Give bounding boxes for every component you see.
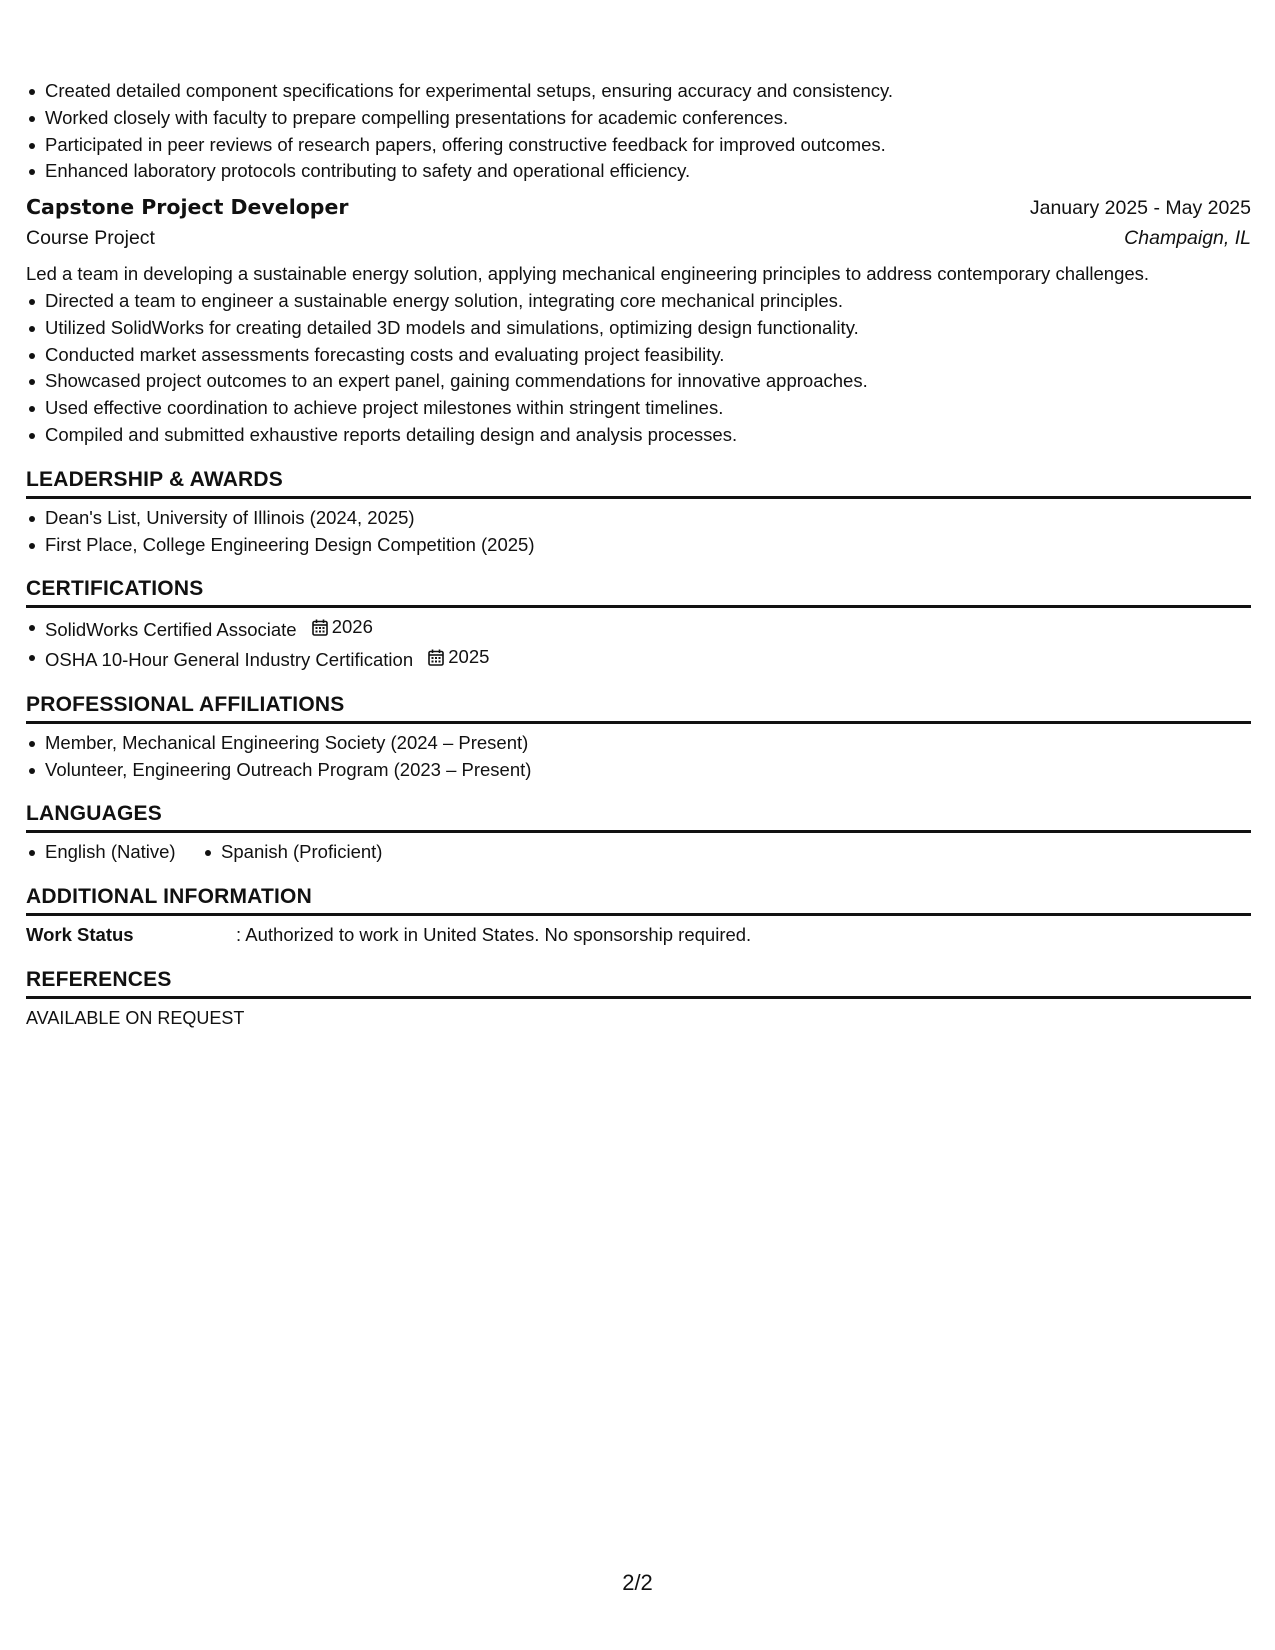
references-section bbox=[26, 965, 1251, 1031]
certification-date bbox=[312, 614, 373, 641]
language-item: English (Native) bbox=[26, 839, 176, 866]
list-item: Utilized SolidWorks for creating detailed 3D models and simulations, optimizing design functionality. bbox=[26, 315, 1251, 342]
section-heading: LANGUAGES bbox=[26, 799, 1251, 833]
list-item: First Place, College Engineering Design Competition (2025) bbox=[26, 532, 1251, 559]
references-text: AVAILABLE ON REQUEST bbox=[26, 1007, 245, 1028]
capstone-bullets bbox=[26, 288, 1251, 449]
leadership-section bbox=[26, 465, 1251, 559]
page-number: 2/2 bbox=[622, 1570, 653, 1595]
section-heading: PROFESSIONAL AFFILIATIONS bbox=[26, 690, 1251, 724]
job-organization: Course Project bbox=[26, 227, 155, 250]
list-item: Volunteer, Engineering Outreach Program (2023 – Present) bbox=[26, 757, 1251, 784]
list-item bbox=[26, 614, 1251, 644]
list-item: Worked closely with faculty to prepare compelling presentations for academic conferences. bbox=[26, 105, 1251, 132]
list-item: Compiled and submitted exhaustive reports detailing design and analysis processes. bbox=[26, 422, 1251, 449]
list-item: Enhanced laboratory protocols contributing to safety and operational efficiency. bbox=[26, 158, 1251, 185]
list-item: Used effective coordination to achieve project milestones within stringent timelines. bbox=[26, 395, 1251, 422]
section-heading: ADDITIONAL INFORMATION bbox=[26, 882, 1251, 916]
additional-info-section bbox=[26, 882, 1251, 949]
certification-name: SolidWorks Certified Associate bbox=[45, 619, 297, 641]
certification-year: 2025 bbox=[448, 646, 490, 668]
list-item: Created detailed component specifications for experimental setups, ensuring accuracy and consistency. bbox=[26, 78, 1251, 105]
list-item bbox=[26, 644, 1251, 674]
certification-date bbox=[428, 644, 489, 671]
section-heading: REFERENCES bbox=[26, 965, 1251, 999]
work-status-row bbox=[26, 922, 1251, 949]
list-item: Participated in peer reviews of research papers, offering constructive feedback for improved outcomes. bbox=[26, 132, 1251, 159]
section-heading: LEADERSHIP & AWARDS bbox=[26, 465, 1251, 499]
list-item: Member, Mechanical Engineering Society (2024 – Present) bbox=[26, 730, 1251, 757]
calendar-icon bbox=[312, 619, 328, 636]
section-heading: CERTIFICATIONS bbox=[26, 574, 1251, 608]
job-title: Capstone Project Developer bbox=[26, 195, 349, 220]
job-dates: January 2025 - May 2025 bbox=[1029, 197, 1251, 220]
work-status-value: : Authorized to work in United States. No sponsorship required. bbox=[236, 924, 752, 946]
list-item: Showcased project outcomes to an expert panel, gaining commendations for innovative approaches. bbox=[26, 368, 1251, 395]
calendar-icon bbox=[428, 649, 444, 666]
language-item: Spanish (Proficient) bbox=[202, 839, 382, 866]
certification-name: OSHA 10-Hour General Industry Certification bbox=[45, 648, 414, 670]
certification-year: 2026 bbox=[331, 616, 373, 638]
resume-page bbox=[26, 78, 1251, 1031]
list-item: Conducted market assessments forecasting costs and evaluating project feasibility. bbox=[26, 342, 1251, 369]
job-location: Champaign, IL bbox=[1124, 227, 1251, 250]
work-status-label: Work Status bbox=[26, 924, 134, 946]
job-summary: Led a team in developing a sustainable energy solution, applying mechanical engineering principles to address contemporary challenges. bbox=[26, 263, 1150, 285]
list-item: Dean's List, University of Illinois (2024, 2025) bbox=[26, 505, 1251, 532]
languages-section bbox=[26, 799, 1251, 866]
affiliations-section bbox=[26, 690, 1251, 784]
list-item: Directed a team to engineer a sustainable energy solution, integrating core mechanical principles. bbox=[26, 288, 1251, 315]
capstone-header bbox=[26, 195, 1251, 227]
capstone-subheader bbox=[26, 227, 1251, 259]
previous-role-bullets bbox=[26, 78, 1251, 185]
certifications-section bbox=[26, 574, 1251, 673]
